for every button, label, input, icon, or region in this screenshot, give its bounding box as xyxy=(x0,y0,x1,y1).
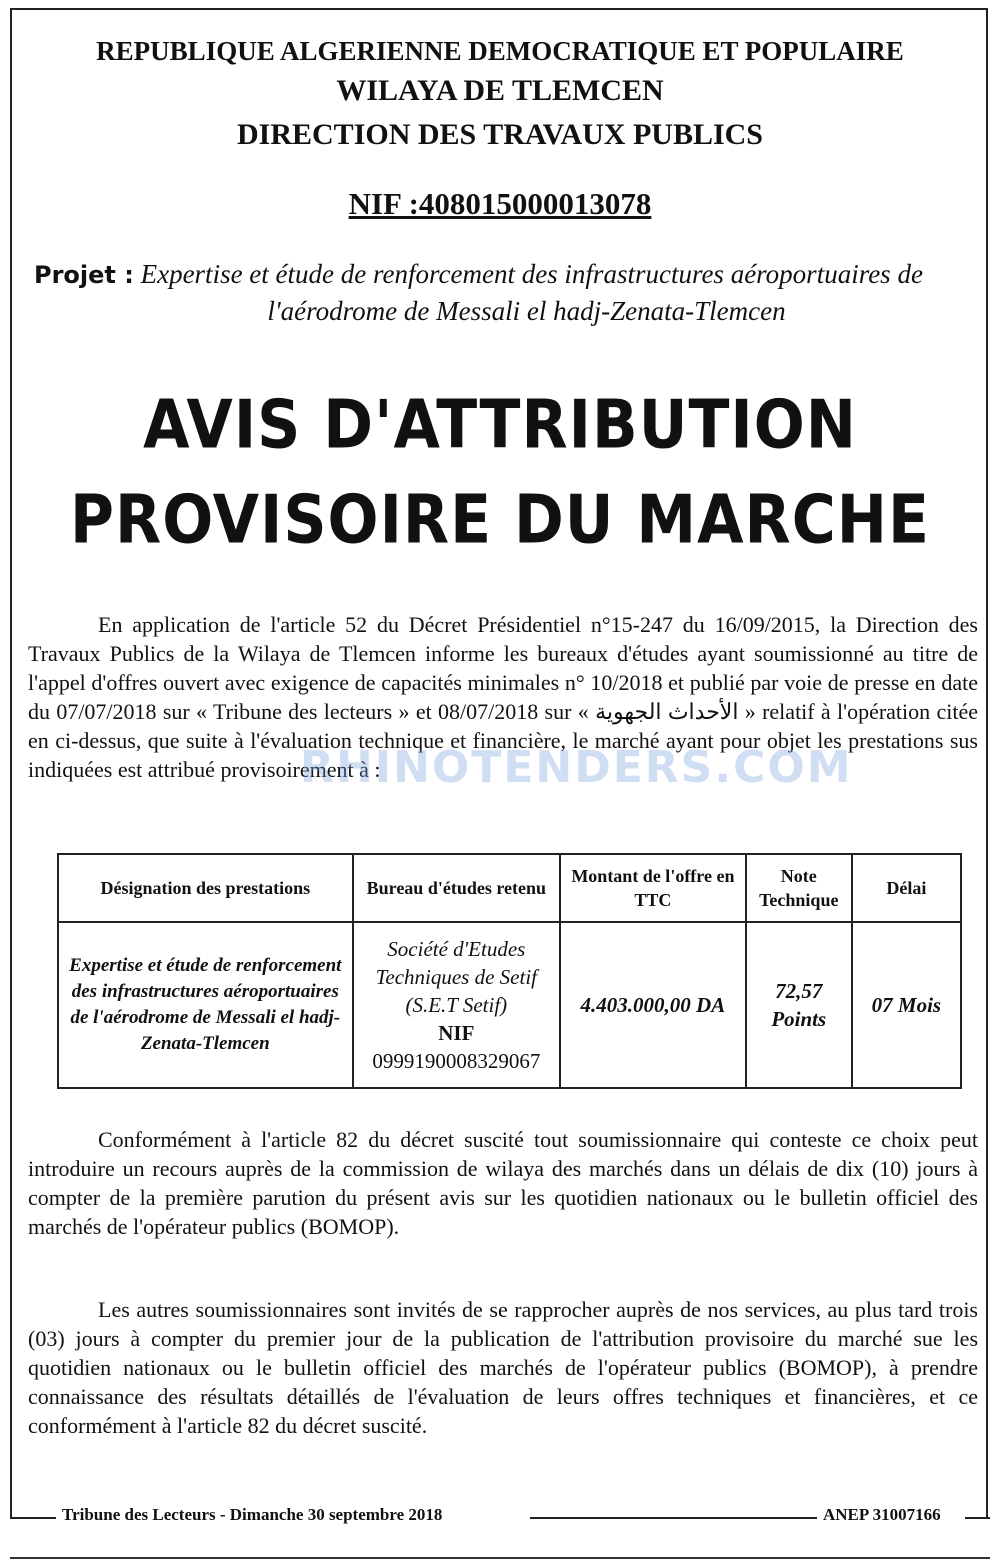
footer-rule-right xyxy=(965,1517,990,1519)
header-bureau: Bureau d'études retenu xyxy=(353,854,560,922)
award-table xyxy=(57,853,962,1089)
cell-note xyxy=(746,922,852,1088)
footer-publication: Tribune des Lecteurs - Dimanche 30 septembre 2018 xyxy=(56,1505,448,1525)
header-delai: Délai xyxy=(852,854,961,922)
cell-montant: 4.403.000,00 DA xyxy=(560,922,746,1088)
paragraph-application: En application de l'article 52 du Décret Présidentiel n°15-247 du 16/09/2015, la Direction des Travaux Publics de la Wilaya de Tlemcen informe les bureaux d'études ayant soumissionné au titre de l'appel d'offres ouvert avec exigence de capacités minimales n° 10/2018 et publié par voie de presse en date du 07/07/2018 sur « Tribune des lecteurs » et 08/07/2018 sur « الأحداث الجهوية » relatif à l'opération citée en ci-dessus, que suite à l'évaluation technique et financière, le marché ayant pour objet les prestations sus indiquées est attribué provisoirement à : xyxy=(28,612,978,782)
projet-text-line1: Expertise et étude de renforcement des infrastructures aéroportuaires de xyxy=(140,259,923,289)
header-note: Note Technique xyxy=(746,854,852,922)
projet-label: Projet : xyxy=(34,261,134,289)
header-montant: Montant de l'offre en TTC xyxy=(560,854,746,922)
bureau-name: Société d'Etudes Techniques de Setif xyxy=(375,937,537,989)
footer xyxy=(10,1505,990,1531)
notice-title-line2: PROVISOIRE DU MARCHE xyxy=(70,480,930,560)
paragraph-recours: Conformément à l'article 82 du décret suscité tout soumissionnaire qui conteste ce choix peut introduire un recours auprès de la commission de wilaya des marchés dans un délais de dix (10) jours à compter de la première parution du présent avis sur les quotidien nationaux ou le bulletin officiel des marchés de l'opérateur publics (BOMOP). xyxy=(28,1127,978,1239)
paragraph-autres: Les autres soumissionnaires sont invités de se rapprocher auprès de nos services, au plus tard trois (03) jours à compter du premier jour de la publication de l'attribution provisoire du marché sue les quotidien nationaux ou le bulletin officiel des marchés de l'opérateur publics (BOMOP), à prendre connaissance des résultats détaillés de l'évaluation de leurs offres techniques et financières, et ce conformément à l'article 82 du décret suscité. xyxy=(28,1297,978,1438)
table-header-row xyxy=(58,854,961,922)
header-nif: NIF :408015000013078 xyxy=(348,186,652,221)
bottom-rule xyxy=(10,1557,990,1559)
cell-bureau xyxy=(353,922,560,1088)
bureau-nif-label: NIF xyxy=(438,1021,475,1045)
table-row xyxy=(58,922,961,1088)
footer-anep: ANEP 31007166 xyxy=(817,1505,947,1525)
header-wilaya: WILAYA DE TLEMCEN xyxy=(336,74,664,107)
note-value: 72,57 xyxy=(775,979,823,1003)
notice-title-line1: AVIS D'ATTRIBUTION xyxy=(143,385,857,465)
cell-designation: Expertise et étude de renforcement des infrastructures aéroportuaires de l'aérodrome de Messali el hadj-Zenata-Tlemcen xyxy=(58,922,353,1088)
bureau-nif: 0999190008329067 xyxy=(372,1049,541,1073)
watermark: RHINOTENDERS.COM xyxy=(300,742,853,793)
projet-text-line2: l'aérodrome de Messali el hadj-Zenata-Tlemcen xyxy=(267,296,786,326)
header-republic: REPUBLIQUE ALGERIENNE DEMOCRATIQUE ET POPULAIRE xyxy=(96,36,904,66)
projet-block xyxy=(34,256,979,329)
header-designation: Désignation des prestations xyxy=(58,854,353,922)
header-direction: DIRECTION DES TRAVAUX PUBLICS xyxy=(237,118,763,151)
note-unit: Points xyxy=(771,1007,827,1031)
bureau-abbr: (S.E.T Setif) xyxy=(405,993,508,1017)
footer-rule-middle xyxy=(530,1517,820,1519)
cell-delai: 07 Mois xyxy=(852,922,961,1088)
